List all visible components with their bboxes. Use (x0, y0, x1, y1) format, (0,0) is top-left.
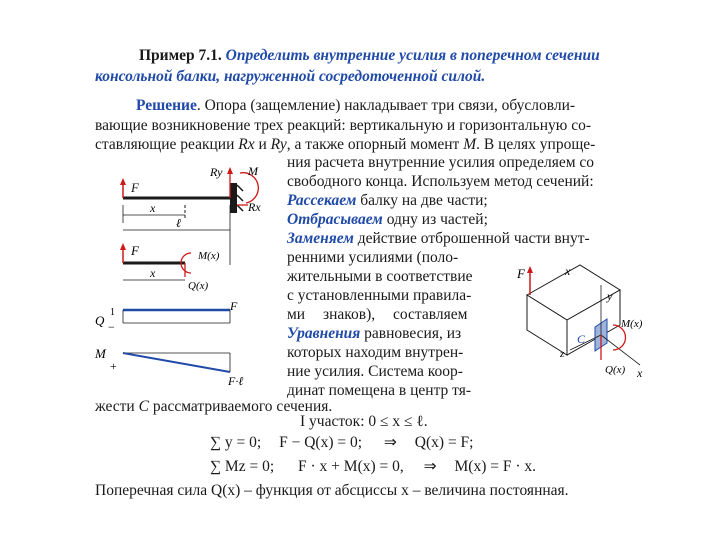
wrap-line-7: ние усилия. Система коор- (287, 363, 463, 380)
x-label-3d-top: x (565, 264, 571, 278)
eq1-sum: ∑ y = 0; (210, 434, 262, 451)
wrap-text-9b: рассматриваемого сечения. (148, 398, 333, 415)
wrap-line-9 (95, 398, 332, 416)
footer-note: Поперечная сила Q(x) – функция от абсциссы x – величина постоянная. (95, 482, 569, 499)
moment-label: M (248, 164, 258, 178)
step-cut-text: балку на две части; (356, 192, 488, 209)
length-label: ℓ (176, 216, 181, 230)
q-sign: − (108, 320, 115, 334)
step-equations-text: равновесия, из (360, 325, 462, 342)
eq2-sum: ∑ Mz = 0; (210, 458, 275, 475)
x-axis-label-3d: x (637, 366, 643, 380)
wrap-line-3: с установленными правила- (287, 287, 472, 304)
support-moment: M (463, 136, 477, 153)
example-number: Пример 7.1. (139, 47, 222, 64)
wrap-line-8: динат помещена в центр тя- (287, 382, 472, 399)
solution-line-3 (95, 136, 595, 154)
solution-heading: Решение (136, 97, 197, 114)
beam-figure (90, 165, 290, 395)
solution-line-5: свободного конца. Используем метод сечений: (287, 173, 594, 190)
force-f-label: F (131, 180, 139, 195)
wall (230, 183, 237, 213)
wrap-line-2: жительными в соответствие (287, 268, 473, 285)
f-label-3d: F (517, 266, 525, 281)
solution-text-3b: , а также опорный момент (286, 136, 464, 153)
step-replace-text: действие отброшенной части внут- (353, 230, 590, 247)
solution-line-1 (136, 97, 575, 115)
example-line-2: консольной балки, нагруженной сосредоточенной силой. (95, 68, 486, 85)
step-discard (287, 211, 488, 229)
step-discard-label: Отбрасываем (287, 211, 383, 228)
eq2-balance: F · x + M(x) = 0, (298, 458, 404, 475)
m-sign: + (110, 359, 117, 373)
x-label-cut: x (150, 266, 156, 280)
section-3d-figure (515, 255, 665, 385)
q-marker: 1 (110, 307, 115, 318)
mx-label-3d: M(x) (621, 318, 643, 330)
section-title: I участок: 0 ≤ x ≤ ℓ. (300, 413, 428, 430)
equation-2 (210, 458, 536, 476)
step-discard-text: одну из частей; (382, 211, 488, 228)
wrap-line-4: ми знаков), составляем (287, 306, 468, 323)
wrap-text-9a: жести (95, 398, 139, 415)
q-axis-label: Q (95, 313, 105, 328)
solution-text-3c: . В целях упроще- (476, 136, 596, 153)
eq2-result: M(x) = F · x. (454, 458, 537, 475)
reaction-rx: Rx (238, 136, 255, 153)
q-value-label: F (230, 299, 238, 313)
centroid-c-label: C (577, 332, 586, 346)
rx-label: Rx (248, 200, 261, 214)
step-equations (287, 325, 461, 343)
wrap-line-1: ренними усилиями (поло- (287, 249, 459, 266)
step-equations-label: Уравнения (287, 325, 361, 342)
solution-and: и (254, 136, 271, 153)
ry-label: Ry (210, 165, 223, 179)
eq1-result: Q(x) = F; (414, 434, 474, 451)
qx-label: Q(x) (188, 280, 209, 292)
eq1-balance: F − Q(x) = 0; (279, 434, 363, 451)
m-axis-label: M (95, 346, 106, 361)
solution-text-1: . Опора (защемление) накладывает три связи, обусловли- (196, 97, 576, 114)
example-task-1: Определить внутренние усилия в поперечном сечении (225, 47, 600, 64)
solution-line-4: ния расчета внутренние усилия определяем со (287, 154, 595, 171)
centroid-label: С (138, 398, 149, 415)
wrap-line-6: которых находим внутрен- (287, 344, 464, 361)
equation-1 (210, 434, 473, 452)
step-cut (287, 192, 488, 210)
solution-text-3a: ставляющие реакции (95, 136, 239, 153)
step-cut-label: Рассекаем (287, 192, 357, 209)
reaction-ry: Ry (270, 136, 287, 153)
step-replace (287, 230, 590, 248)
solution-line-2: вающие возникновение трех реакций: вертикальную и горизонтальную со- (95, 117, 591, 134)
qx-label-3d: Q(x) (605, 364, 626, 376)
example-line-1 (139, 47, 600, 65)
eq1-implies: ⇒ (383, 434, 397, 451)
step-replace-label: Заменяем (287, 230, 354, 247)
m-diagram-line (123, 353, 230, 372)
cut-force-f-label: F (131, 243, 139, 258)
m-value-label: F·ℓ (228, 374, 244, 388)
mx-label: M(x) (198, 250, 220, 262)
eq2-implies: ⇒ (423, 458, 437, 475)
x-label-top: x (150, 201, 156, 215)
y-axis-label: y (607, 289, 613, 303)
z-axis-label: z (560, 348, 565, 360)
